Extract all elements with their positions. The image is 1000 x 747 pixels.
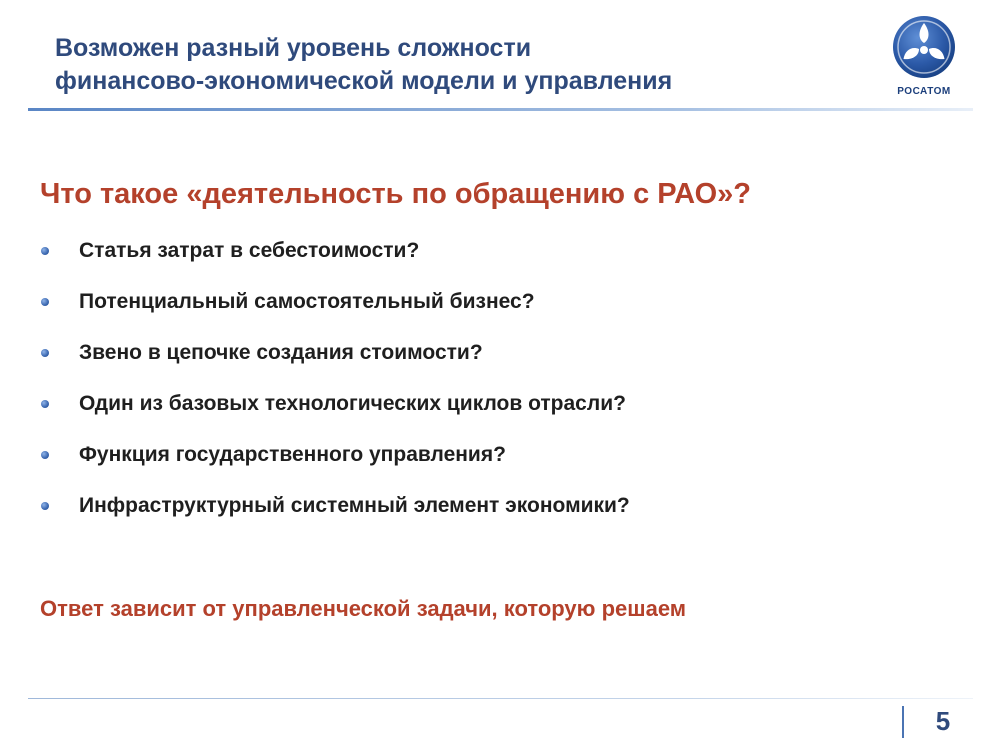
bullet-icon bbox=[41, 247, 49, 255]
bullet-text: Функция государственного управления? bbox=[79, 443, 506, 466]
header-divider bbox=[28, 108, 973, 111]
logo-text: РОСАТОМ bbox=[897, 86, 951, 97]
bullet-item bbox=[40, 338, 940, 389]
footer-divider bbox=[28, 698, 973, 699]
bullet-text: Один из базовых технологических циклов отрасли? bbox=[79, 392, 626, 415]
bullet-icon bbox=[41, 451, 49, 459]
answer-statement: Ответ зависит от управленческой задачи, которую решаем bbox=[40, 596, 687, 621]
slide-title-line-1: Возможен разный уровень сложности bbox=[55, 34, 532, 62]
bullet-text: Звено в цепочке создания стоимости? bbox=[79, 341, 483, 364]
main-question: Что такое «деятельность по обращению с РАО»? bbox=[40, 178, 752, 210]
bullet-text: Статья затрат в себестоимости? bbox=[79, 239, 420, 262]
bullet-item bbox=[40, 440, 940, 491]
bullet-item bbox=[40, 389, 940, 440]
bullet-icon bbox=[41, 298, 49, 306]
bullet-item bbox=[40, 236, 940, 287]
bullet-icon bbox=[41, 400, 49, 408]
bullet-icon bbox=[41, 502, 49, 510]
page-number: 5 bbox=[935, 706, 951, 736]
slide-title bbox=[55, 32, 855, 98]
rosatom-logo-icon bbox=[891, 14, 957, 80]
bullet-item bbox=[40, 491, 940, 542]
slide-title-line-2: финансово-экономической модели и управления bbox=[55, 67, 673, 95]
bullet-text: Потенциальный самостоятельный бизнес? bbox=[79, 290, 535, 313]
bullet-item bbox=[40, 287, 940, 338]
bullet-text: Инфраструктурный системный элемент экономики? bbox=[79, 494, 630, 517]
rosatom-logo bbox=[883, 14, 965, 98]
bullet-list bbox=[40, 236, 940, 542]
bullet-icon bbox=[41, 349, 49, 357]
page-number-separator bbox=[902, 706, 904, 738]
